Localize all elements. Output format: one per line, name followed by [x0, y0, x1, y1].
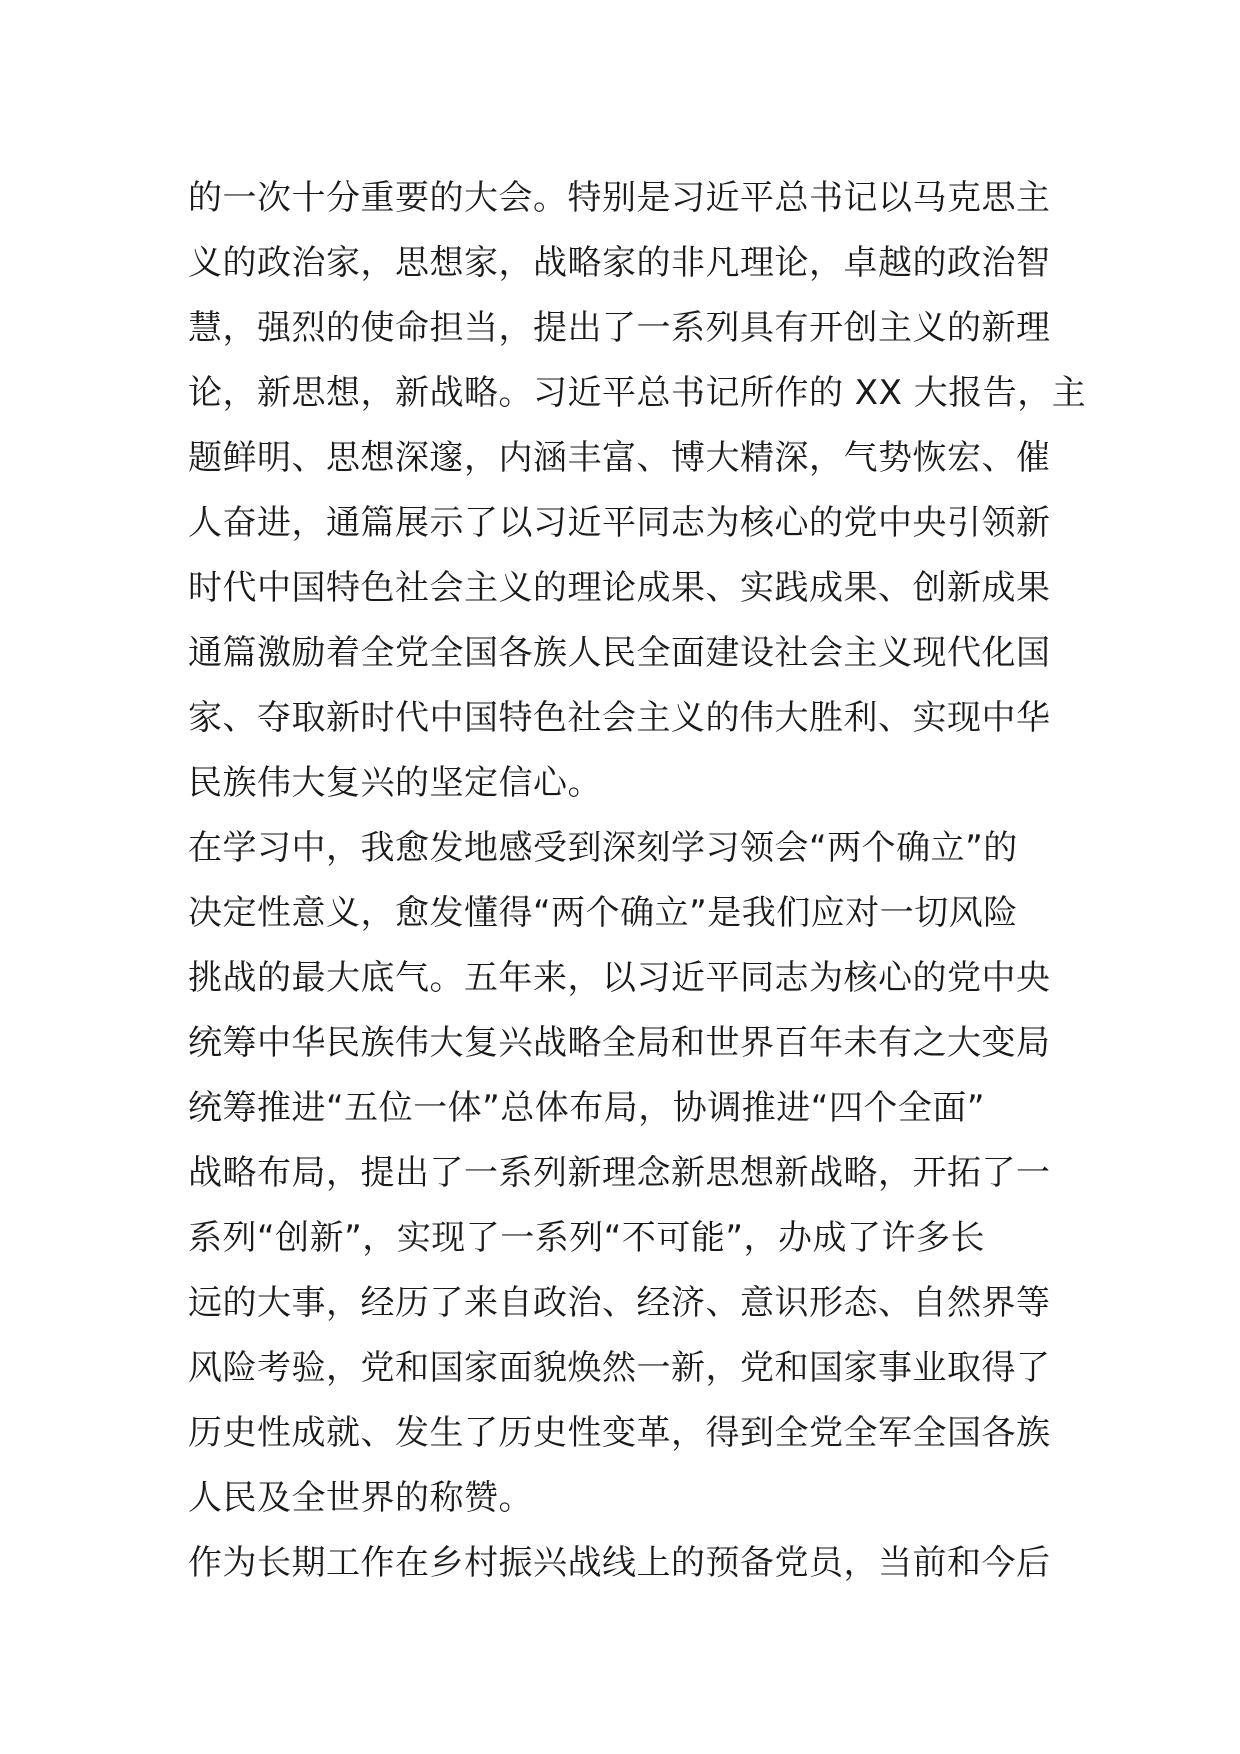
- text-line: 系列“创新”，实现了一系列“不可能”，办成了许多长: [188, 1218, 985, 1258]
- text-line: 统筹推进“五位一体”总体布局，协调推进“四个全面”: [188, 1088, 985, 1128]
- text-line: 在学习中，我愈发地感受到深刻学习领会“两个确立”的: [188, 828, 1018, 868]
- text-line: 时代中国特色社会主义的理论成果、实践成果、创新成果: [188, 568, 1051, 608]
- text-line: 作为长期工作在乡村振兴战线上的预备党员，当前和今后: [188, 1543, 1051, 1583]
- text-line: 风险考验，党和国家面貌焕然一新，党和国家事业取得了: [188, 1348, 1051, 1388]
- text-line: 人民及全世界的称赞。: [188, 1478, 533, 1518]
- text-line: 家、夺取新时代中国特色社会主义的伟大胜利、实现中华: [188, 698, 1051, 738]
- text-line: 通篇激励着全党全国各族人民全面建设社会主义现代化国: [188, 633, 1051, 673]
- text-line: 战略布局，提出了一系列新理念新思想新战略，开拓了一: [188, 1153, 1051, 1193]
- text-line: 人奋进，通篇展示了以习近平同志为核心的党中央引领新: [188, 503, 1051, 543]
- text-line: 的一次十分重要的大会。特别是习近平总书记以马克思主: [188, 178, 1051, 218]
- text-line: 题鲜明、思想深邃，内涵丰富、博大精深，气势恢宏、催: [188, 438, 1051, 478]
- text-line: 历史性成就、发生了历史性变革，得到全党全军全国各族: [188, 1413, 1051, 1453]
- text-line: 民族伟大复兴的坚定信心。: [188, 763, 602, 803]
- text-line: 统筹中华民族伟大复兴战略全局和世界百年未有之大变局: [188, 1023, 1051, 1063]
- text-line: 论，新思想，新战略。习近平总书记所作的 XX 大报告，主: [188, 373, 1087, 413]
- text-line: 义的政治家，思想家，战略家的非凡理论，卓越的政治智: [188, 243, 1051, 283]
- text-line: 慧，强烈的使命担当，提出了一系列具有开创主义的新理: [188, 308, 1051, 348]
- text-line: 决定性意义，愈发懂得“两个确立”是我们应对一切风险: [188, 893, 1018, 933]
- body-text: [188, 166, 1087, 1596]
- text-line: 远的大事，经历了来自政治、经济、意识形态、自然界等: [188, 1283, 1051, 1323]
- text-line: 挑战的最大底气。五年来，以习近平同志为核心的党中央: [188, 958, 1051, 998]
